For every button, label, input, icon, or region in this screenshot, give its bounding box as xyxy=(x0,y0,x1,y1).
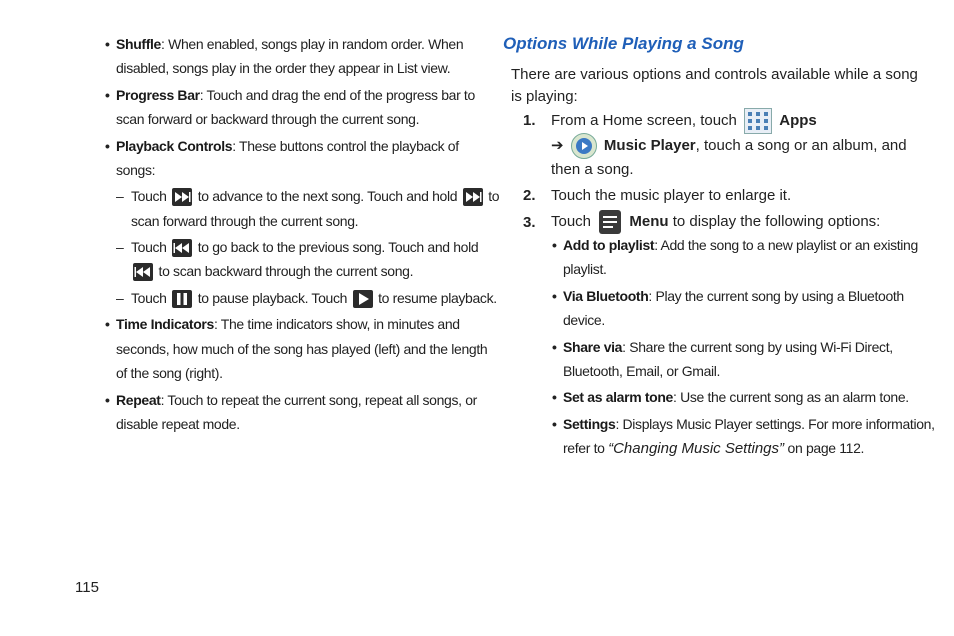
fast-forward-icon xyxy=(463,188,483,206)
step-1-line-2: ➔ Music Player, touch a song or an album, and xyxy=(551,133,907,159)
cross-reference-link[interactable]: “Changing Music Settings” xyxy=(608,440,785,457)
term-repeat: Repeat xyxy=(116,392,161,408)
pause-icon xyxy=(172,290,192,308)
menu-icon xyxy=(599,210,621,234)
music-player-label: Music Player xyxy=(603,136,696,154)
music-player-icon xyxy=(571,133,597,159)
rewind-icon xyxy=(172,239,192,257)
step-number: 2. xyxy=(523,187,536,204)
step-number: 3. xyxy=(523,214,536,231)
section-heading: Options While Playing a Song xyxy=(503,34,744,53)
step-2-text: Touch the music player to enlarge it. xyxy=(551,187,792,204)
step-number: 1. xyxy=(523,112,536,129)
step-1-line-3: then a song. xyxy=(551,161,634,178)
apps-grid-icon xyxy=(744,108,772,134)
fast-forward-icon xyxy=(172,188,192,206)
term-progress-bar: Progress Bar xyxy=(116,87,200,103)
step-1-line-1: From a Home screen, touch Apps xyxy=(551,108,817,134)
term-time-indicators: Time Indicators xyxy=(116,316,214,332)
step-3-text: Touch Menu to display the following options: xyxy=(551,210,880,234)
apps-label: Apps xyxy=(779,111,817,129)
play-icon xyxy=(353,290,373,308)
menu-label: Menu xyxy=(629,212,669,230)
term-shuffle: Shuffle xyxy=(116,36,161,52)
term-share-via: Share via xyxy=(563,339,623,355)
term-add-to-playlist: Add to playlist xyxy=(563,237,655,253)
page-number: 115 xyxy=(75,579,99,596)
rewind-icon xyxy=(133,263,153,281)
intro-text: There are various options and controls available while a song xyxy=(511,66,918,83)
term-settings: Settings xyxy=(563,416,616,432)
term-set-as-alarm-tone: Set as alarm tone xyxy=(563,389,673,405)
term-via-bluetooth: Via Bluetooth xyxy=(563,288,649,304)
term-playback-controls: Playback Controls xyxy=(116,138,233,154)
arrow-icon: ➔ xyxy=(551,136,564,154)
intro-text-cont: is playing: xyxy=(511,88,578,105)
